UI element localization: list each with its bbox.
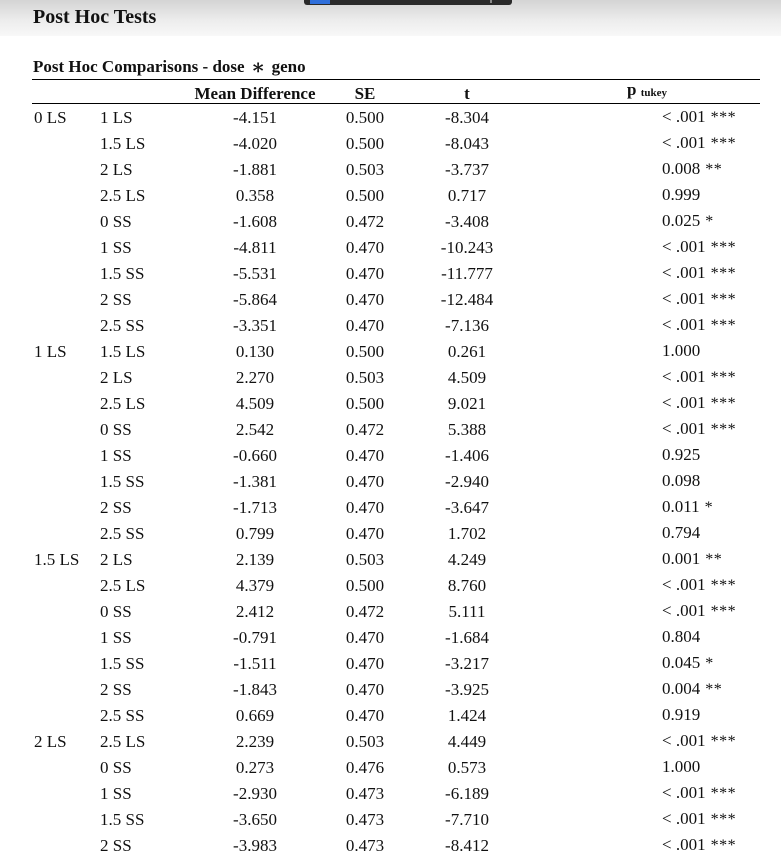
cell-se: 0.500 [330,572,400,598]
table-row [32,806,760,832]
table-row [32,702,760,728]
cell-p-tukey [534,286,760,312]
cell-p-tukey [534,182,760,208]
cell-t: 4.509 [400,364,534,390]
cell-t: -3.647 [400,494,534,520]
cell-group2: 2.5 LS [98,572,180,598]
significance-stars: *** [711,135,737,152]
significance-stars: *** [711,811,737,828]
significance-stars: *** [711,785,737,802]
section-title: Post Hoc Tests [33,5,156,29]
cell-group2: 2.5 SS [98,520,180,546]
p-value: < .001 [662,601,706,620]
cell-group1: 1.5 LS [32,546,98,572]
p-value: < .001 [662,107,706,126]
cell-p-tukey [534,728,760,754]
table-row [32,182,760,208]
cell-group1 [32,520,98,546]
table-row [32,754,760,780]
p-value: < .001 [662,367,706,386]
p-value: < .001 [662,835,706,854]
cell-t: -8.412 [400,832,534,858]
cell-group2: 2 SS [98,832,180,858]
cell-se: 0.470 [330,520,400,546]
table-title [33,57,306,77]
table-row [32,494,760,520]
cell-t: 4.249 [400,546,534,572]
cell-t: 5.388 [400,416,534,442]
cell-mean-difference: 2.270 [180,364,330,390]
cell-group1 [32,572,98,598]
p-value: < .001 [662,133,706,152]
significance-stars: *** [711,577,737,594]
p-value: 0.919 [662,705,700,724]
table-row [32,728,760,754]
cell-t: -8.043 [400,130,534,156]
cell-se: 0.470 [330,624,400,650]
cell-t: -3.217 [400,650,534,676]
header-p-sub: tukey [641,87,667,99]
p-value: 0.011 [662,497,700,516]
cell-se: 0.476 [330,754,400,780]
p-value: 1.000 [662,341,700,360]
header-group2 [98,80,180,104]
cell-group1: 2 LS [32,728,98,754]
p-value: 0.045 [662,653,700,672]
cell-group1 [32,364,98,390]
cell-t: -1.406 [400,442,534,468]
cell-group2: 1.5 SS [98,806,180,832]
cell-group2: 0 SS [98,416,180,442]
cell-mean-difference: 4.379 [180,572,330,598]
cell-group1: 1 LS [32,338,98,364]
table-header-row [32,80,760,104]
cell-t: -12.484 [400,286,534,312]
table-row [32,156,760,182]
table-row [32,780,760,806]
cell-group1 [32,442,98,468]
cell-t: -10.243 [400,234,534,260]
cell-group1 [32,806,98,832]
significance-stars: *** [711,291,737,308]
p-value: 0.004 [662,679,700,698]
cell-se: 0.470 [330,260,400,286]
cell-mean-difference: -5.864 [180,286,330,312]
cell-group2: 1.5 LS [98,130,180,156]
cell-se: 0.470 [330,234,400,260]
significance-stars: *** [711,369,737,386]
cell-mean-difference: -0.660 [180,442,330,468]
table-title-suffix: geno [272,57,306,76]
cell-group1: 0 LS [32,104,98,131]
header-group1 [32,80,98,104]
significance-stars: ** [705,161,722,178]
cell-se: 0.473 [330,780,400,806]
post-hoc-comparisons-table [32,79,760,858]
post-hoc-table-container [32,79,760,858]
significance-stars: * [705,655,714,672]
cell-se: 0.470 [330,650,400,676]
cell-t: 0.717 [400,182,534,208]
significance-stars: *** [711,317,737,334]
cell-mean-difference: -5.531 [180,260,330,286]
cell-se: 0.472 [330,208,400,234]
p-value: 1.000 [662,757,700,776]
cell-group1 [32,832,98,858]
cell-mean-difference: 0.358 [180,182,330,208]
cell-group1 [32,598,98,624]
p-value: 0.804 [662,627,700,646]
cell-mean-difference: -2.930 [180,780,330,806]
cell-t: 0.261 [400,338,534,364]
cell-group2: 1.5 SS [98,650,180,676]
cell-se: 0.503 [330,156,400,182]
cell-p-tukey [534,208,760,234]
cell-group2: 0 SS [98,754,180,780]
table-row [32,520,760,546]
cell-p-tukey [534,104,760,131]
table-row [32,130,760,156]
p-value: 0.098 [662,471,700,490]
table-body [32,104,760,858]
cell-se: 0.470 [330,676,400,702]
cell-t: -3.737 [400,156,534,182]
p-value: 0.794 [662,523,700,542]
significance-stars: ** [705,681,722,698]
table-row [32,312,760,338]
cell-se: 0.473 [330,806,400,832]
cell-se: 0.500 [330,338,400,364]
cell-t: 9.021 [400,390,534,416]
cell-p-tukey [534,546,760,572]
cell-group2: 1.5 LS [98,338,180,364]
blue-indicator-icon [310,0,330,4]
cell-mean-difference: 2.239 [180,728,330,754]
cell-group1 [32,676,98,702]
cell-t: -3.925 [400,676,534,702]
cell-group2: 2 LS [98,364,180,390]
cell-group2: 2.5 LS [98,390,180,416]
cell-p-tukey [534,520,760,546]
cell-group2: 2.5 LS [98,182,180,208]
cell-group1 [32,390,98,416]
cell-group2: 0 SS [98,598,180,624]
significance-stars: ** [705,551,722,568]
cell-group1 [32,468,98,494]
cell-group2: 1 SS [98,624,180,650]
cell-mean-difference: 0.130 [180,338,330,364]
cell-se: 0.473 [330,832,400,858]
cell-mean-difference: 0.273 [180,754,330,780]
cell-mean-difference: -3.650 [180,806,330,832]
cell-group1 [32,130,98,156]
cell-se: 0.470 [330,494,400,520]
p-value: < .001 [662,419,706,438]
cell-t: -2.940 [400,468,534,494]
cell-t: -8.304 [400,104,534,131]
cell-group1 [32,754,98,780]
cell-p-tukey [534,806,760,832]
cell-group2: 1.5 SS [98,260,180,286]
significance-stars: *** [711,733,737,750]
p-value: < .001 [662,263,706,282]
cell-mean-difference: -1.511 [180,650,330,676]
cell-p-tukey [534,702,760,728]
table-row [32,104,760,131]
p-value: < .001 [662,289,706,308]
cell-mean-difference: -1.381 [180,468,330,494]
cell-t: 1.424 [400,702,534,728]
significance-stars: *** [711,239,737,256]
significance-stars: *** [711,421,737,438]
cell-se: 0.472 [330,416,400,442]
p-value: < .001 [662,783,706,802]
cell-group2: 1 SS [98,442,180,468]
table-row [32,598,760,624]
cell-mean-difference: -1.843 [180,676,330,702]
cell-p-tukey [534,494,760,520]
cell-mean-difference: 0.799 [180,520,330,546]
table-title-text: Post Hoc Comparisons - dose [33,57,245,76]
table-row [32,442,760,468]
cell-p-tukey [534,390,760,416]
cell-group1 [32,494,98,520]
table-row [32,286,760,312]
cell-t: 0.573 [400,754,534,780]
cell-mean-difference: 2.139 [180,546,330,572]
table-row [32,208,760,234]
p-value: < .001 [662,575,706,594]
cell-p-tukey [534,442,760,468]
table-row [32,624,760,650]
cell-se: 0.470 [330,286,400,312]
cell-t: -1.684 [400,624,534,650]
cell-p-tukey [534,676,760,702]
cell-group2: 1.5 SS [98,468,180,494]
divider-mark [490,0,492,3]
cell-mean-difference: 0.669 [180,702,330,728]
cell-se: 0.470 [330,312,400,338]
cell-group1 [32,156,98,182]
cell-t: 4.449 [400,728,534,754]
cell-p-tukey [534,624,760,650]
cell-mean-difference: -4.020 [180,130,330,156]
header-mean-difference: Mean Difference [180,80,330,104]
p-value: 0.008 [662,159,700,178]
significance-stars: *** [711,265,737,282]
cell-group2: 2 SS [98,494,180,520]
p-value: < .001 [662,809,706,828]
cell-p-tukey [534,416,760,442]
significance-stars: *** [711,395,737,412]
table-row [32,234,760,260]
interaction-star-icon: ∗ [251,55,266,79]
top-control-widget[interactable] [304,0,512,5]
cell-t: 5.111 [400,598,534,624]
cell-group2: 2.5 SS [98,312,180,338]
cell-group1 [32,312,98,338]
cell-mean-difference: -0.791 [180,624,330,650]
cell-group2: 1 LS [98,104,180,131]
cell-p-tukey [534,650,760,676]
cell-group1 [32,182,98,208]
cell-p-tukey [534,754,760,780]
cell-p-tukey [534,312,760,338]
table-row [32,364,760,390]
cell-group1 [32,234,98,260]
significance-stars: *** [711,603,737,620]
significance-stars: *** [711,837,737,854]
cell-se: 0.503 [330,728,400,754]
cell-mean-difference: -4.151 [180,104,330,131]
cell-group1 [32,260,98,286]
p-value: 0.999 [662,185,700,204]
p-value: 0.001 [662,549,700,568]
table-row [32,416,760,442]
cell-p-tukey [534,572,760,598]
cell-group1 [32,780,98,806]
cell-se: 0.500 [330,104,400,131]
cell-mean-difference: -1.881 [180,156,330,182]
cell-se: 0.503 [330,364,400,390]
header-se: SE [330,80,400,104]
cell-mean-difference: -1.608 [180,208,330,234]
cell-p-tukey [534,364,760,390]
cell-t: -3.408 [400,208,534,234]
p-value: < .001 [662,731,706,750]
table-row [32,572,760,598]
p-value: 0.925 [662,445,700,464]
cell-se: 0.472 [330,598,400,624]
cell-p-tukey [534,156,760,182]
cell-mean-difference: -4.811 [180,234,330,260]
cell-group2: 1 SS [98,780,180,806]
cell-se: 0.470 [330,442,400,468]
cell-se: 0.470 [330,468,400,494]
cell-p-tukey [534,338,760,364]
cell-p-tukey [534,468,760,494]
cell-mean-difference: 2.542 [180,416,330,442]
table-row [32,832,760,858]
cell-p-tukey [534,234,760,260]
cell-se: 0.500 [330,182,400,208]
cell-group2: 2 SS [98,676,180,702]
cell-group2: 2 LS [98,156,180,182]
cell-t: -7.710 [400,806,534,832]
table-row [32,338,760,364]
cell-t: 1.702 [400,520,534,546]
cell-t: -11.777 [400,260,534,286]
cell-group1 [32,624,98,650]
cell-group1 [32,286,98,312]
cell-group2: 0 SS [98,208,180,234]
cell-p-tukey [534,780,760,806]
table-row [32,260,760,286]
cell-mean-difference: 4.509 [180,390,330,416]
p-value: < .001 [662,315,706,334]
significance-stars: *** [711,109,737,126]
table-row [32,468,760,494]
cell-group1 [32,416,98,442]
cell-p-tukey [534,832,760,858]
cell-group2: 2.5 LS [98,728,180,754]
cell-t: -7.136 [400,312,534,338]
cell-se: 0.500 [330,130,400,156]
header-p-main: p [627,80,636,99]
cell-mean-difference: -1.713 [180,494,330,520]
table-row [32,390,760,416]
table-row [32,650,760,676]
p-value: < .001 [662,237,706,256]
p-value: 0.025 [662,211,700,230]
table-row [32,546,760,572]
cell-p-tukey [534,130,760,156]
header-p-tukey [534,80,760,104]
significance-stars: * [705,499,714,516]
p-value: < .001 [662,393,706,412]
cell-se: 0.470 [330,702,400,728]
table-row [32,676,760,702]
cell-mean-difference: -3.983 [180,832,330,858]
cell-group1 [32,208,98,234]
cell-group2: 2 SS [98,286,180,312]
cell-group1 [32,650,98,676]
cell-se: 0.503 [330,546,400,572]
cell-group1 [32,702,98,728]
cell-p-tukey [534,260,760,286]
cell-group2: 2 LS [98,546,180,572]
cell-p-tukey [534,598,760,624]
cell-t: 8.760 [400,572,534,598]
cell-se: 0.500 [330,390,400,416]
cell-t: -6.189 [400,780,534,806]
cell-group2: 2.5 SS [98,702,180,728]
cell-group2: 1 SS [98,234,180,260]
significance-stars: * [705,213,714,230]
cell-mean-difference: -3.351 [180,312,330,338]
cell-mean-difference: 2.412 [180,598,330,624]
header-t: t [400,80,534,104]
